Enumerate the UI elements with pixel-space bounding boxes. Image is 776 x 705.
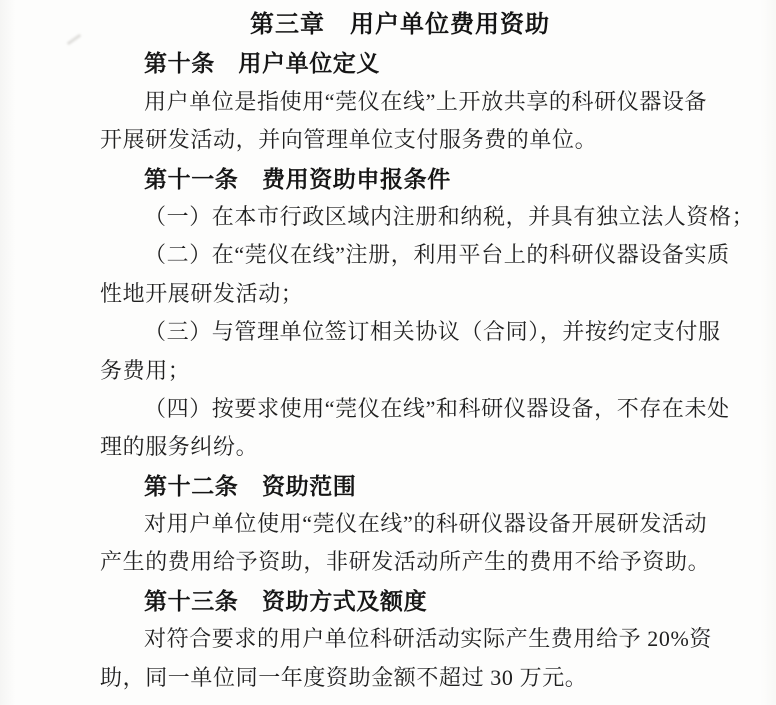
scan-smudge-artifact — [67, 34, 82, 46]
body-text-line: （三）与管理单位签订相关协议（合同），并按约定支付服 — [144, 319, 721, 345]
article-heading: 第十二条 资助范围 — [144, 472, 357, 499]
article-heading: 第十三条 资助方式及额度 — [144, 587, 428, 614]
body-text-line: 理的服务纠纷。 — [100, 434, 259, 460]
chapter-title: 第三章 用户单位费用资助 — [250, 11, 550, 38]
article-heading: 第十条 用户单位定义 — [144, 50, 380, 77]
body-text-line: 对符合要求的用户单位科研活动实际产生费用给予 20%资 — [144, 626, 713, 652]
body-text-line: 用户单位是指使用“莞仪在线”上开放共享的科研仪器设备 — [144, 88, 708, 114]
body-text-line: 助，同一单位同一年度资助金额不超过 30 万元。 — [100, 664, 588, 690]
body-text-line: （四）按要求使用“莞仪在线”和科研仪器设备，不存在未处 — [144, 395, 730, 421]
body-text-line: （一）在本市行政区域内注册和纳税，并具有独立法人资格； — [144, 203, 755, 229]
body-text-line: 务费用； — [100, 357, 191, 383]
document-content — [100, 6, 755, 697]
body-text-line: 对用户单位使用“莞仪在线”的科研仪器设备开展研发活动 — [144, 511, 708, 537]
body-text-line: 性地开展研发活动； — [100, 280, 304, 306]
document-body — [100, 44, 755, 697]
body-text-line: 开展研发活动，并向管理单位支付服务费的单位。 — [100, 127, 598, 153]
body-text-line: 产生的费用给予资助，非研发活动所产生的费用不给予资助。 — [100, 549, 711, 575]
article-heading: 第十一条 费用资助申报条件 — [144, 165, 451, 192]
body-text-line: （二）在“莞仪在线”注册，利用平台上的科研仪器设备实质 — [144, 242, 730, 268]
